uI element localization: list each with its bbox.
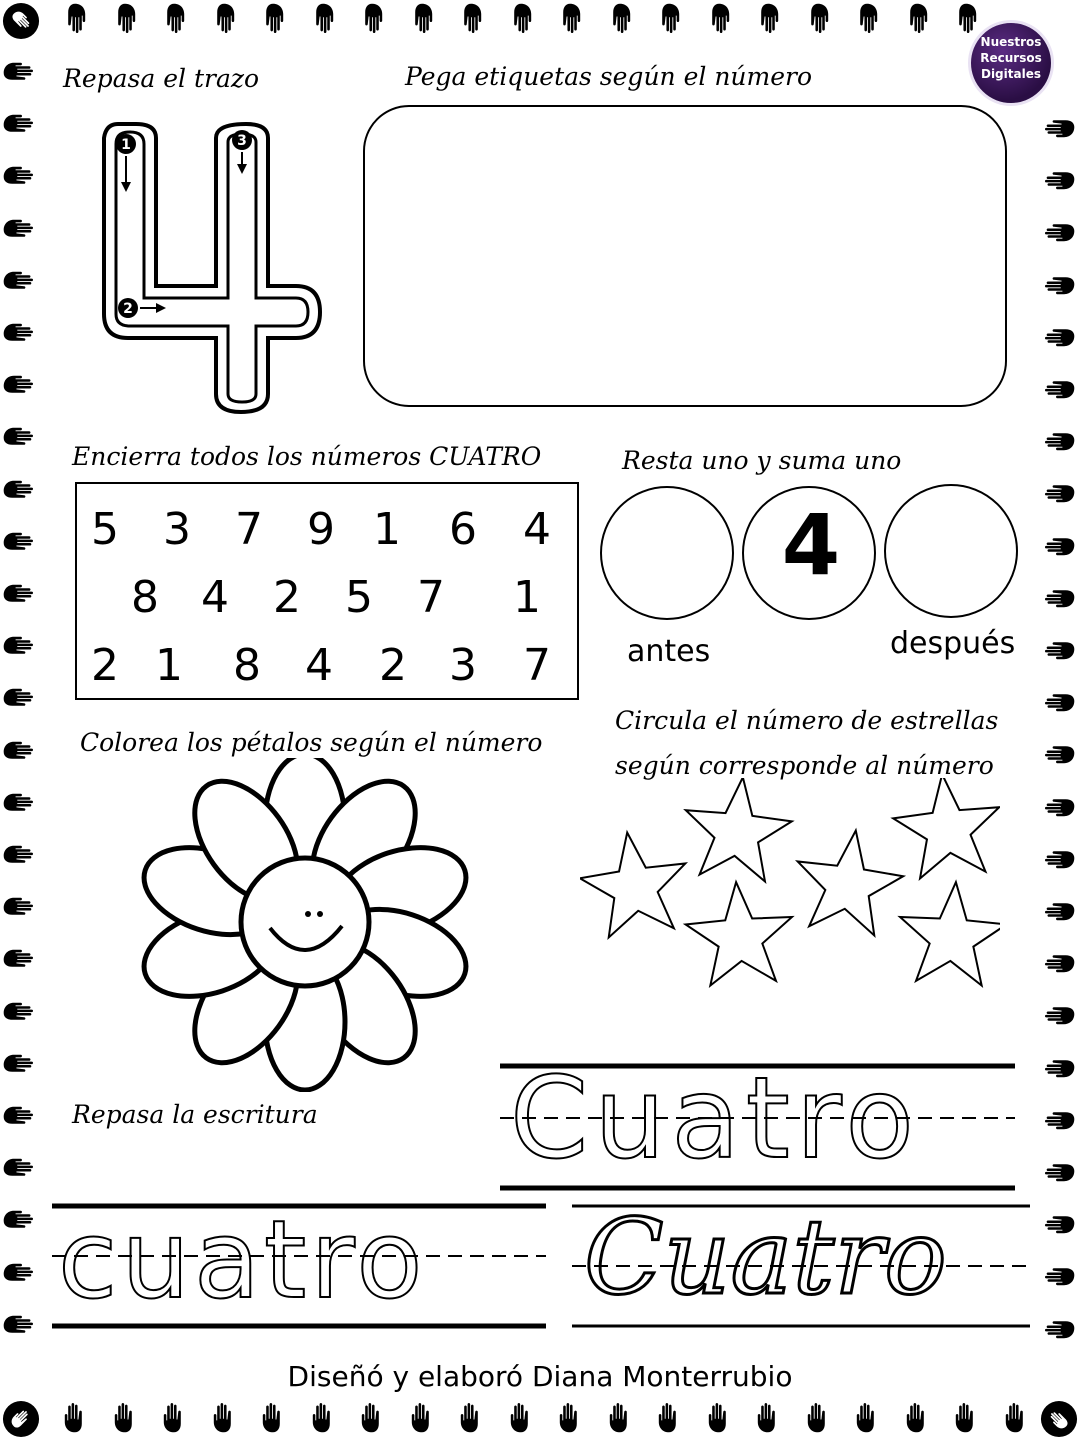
hand-icon [2,421,36,455]
hand-icon [2,1204,36,1238]
grid-number[interactable]: 2 [379,640,407,691]
hand-icon [207,2,241,36]
hand-icon [355,1400,389,1434]
grid-number[interactable]: 5 [91,504,119,555]
paste-labels-title: Pega etiquetas según el número [405,62,813,91]
hand-icon [1042,162,1076,196]
hand-icon [2,1048,36,1082]
hand-icon [1042,893,1076,927]
trace-number-title: Repasa el trazo [63,64,260,93]
grid-number[interactable]: 4 [305,640,333,691]
hand-icon [652,2,686,36]
star[interactable] [889,778,1000,881]
paste-labels-box [363,105,1007,407]
hand-icon [1042,528,1076,562]
grid-number[interactable]: 6 [449,504,477,555]
hand-icon [652,1400,686,1434]
hand-icon [2,265,36,299]
stroke-step-1-label: 1 [121,137,131,153]
trace-writing-title: Repasa la escritura [72,1100,318,1129]
hand-icon [2,1152,36,1186]
hand-icon [454,2,488,36]
hand-icon [207,1400,241,1434]
grid-number[interactable]: 9 [307,504,335,555]
stars-group [580,778,1000,993]
number-grid [75,482,579,700]
hand-icon [2,996,36,1030]
hand-icon [2,1309,36,1343]
hand-icon [2,369,36,403]
grid-number[interactable]: 7 [235,504,263,555]
grid-number[interactable]: 7 [417,572,445,623]
hand-icon [256,1400,290,1434]
hand-icon [2,787,36,821]
hand-icon [405,1400,439,1434]
hand-icon [553,2,587,36]
grid-number[interactable]: 4 [523,504,551,555]
hand-icon [306,2,340,36]
hand-icon [1042,841,1076,875]
hand-icon [900,2,934,36]
hand-icon [1042,736,1076,770]
trace-word-capital: Cuatro [510,1054,920,1184]
hand-icon [2,839,36,873]
corner-hand-icon [2,1400,40,1438]
trace-word-cursive: Cuatro [584,1196,947,1318]
grid-number[interactable]: 7 [523,640,551,691]
grid-number[interactable]: 8 [233,640,261,691]
hand-icon [1042,789,1076,823]
hand-icon [1042,371,1076,405]
star[interactable] [683,878,796,986]
hand-icon [157,1400,191,1434]
stars-title-line-1: Circula el número de estrellas [615,706,999,735]
hand-icon [2,578,36,612]
logo [968,20,1054,106]
center-circle [742,486,876,620]
stroke-step-3-label: 3 [237,133,247,149]
hand-icon [157,2,191,36]
stars-title-line-2: según corresponde al número [615,751,994,780]
hand-icon [1042,1311,1076,1345]
grid-number[interactable]: 5 [345,572,373,623]
hand-icon [2,160,36,194]
logo-line-2: Recursos [980,51,1042,65]
hand-icon [1042,945,1076,979]
hand-icon [603,1400,637,1434]
hand-icon [1042,423,1076,457]
hand-icon [751,1400,785,1434]
hand-icon [108,1400,142,1434]
hand-icon [801,1400,835,1434]
hand-icon [2,108,36,142]
hand-icon [1042,110,1076,144]
hand-icon [1042,319,1076,353]
hand-icon [2,735,36,769]
hand-icon [2,891,36,925]
hand-icon [2,943,36,977]
circle-numbers-title: Encierra todos los números CUATRO [72,442,542,471]
color-petals-title: Colorea los pétalos según el número [80,728,543,757]
after-label: después [890,626,1016,661]
star[interactable] [789,823,909,938]
hand-icon [1042,267,1076,301]
hand-icon [1042,1206,1076,1240]
star[interactable] [580,825,694,940]
corner-hand-icon [2,2,40,40]
footer-credit: Diseñó y elaboró Diana Monterrubio [287,1360,793,1393]
hand-icon [850,2,884,36]
grid-number[interactable]: 2 [273,572,301,623]
grid-number[interactable]: 1 [513,572,541,623]
hand-icon [900,1400,934,1434]
hand-icon [702,2,736,36]
hand-icon [256,2,290,36]
hand-icon [751,2,785,36]
hand-icon [1042,1102,1076,1136]
hand-icon [2,317,36,351]
hand-icon [2,213,36,247]
hand-icon [2,1100,36,1134]
grid-number[interactable]: 4 [201,572,229,623]
hand-icon [603,2,637,36]
hand-icon [58,1400,92,1434]
trace-word-lower: cuatro [58,1198,427,1323]
hand-icon [1042,632,1076,666]
hand-icon [1042,1258,1076,1292]
corner-hand-icon [1040,1400,1078,1438]
hand-icon [850,1400,884,1434]
star[interactable] [679,778,796,884]
hand-icon [454,1400,488,1434]
hand-icon [2,682,36,716]
before-circle [600,486,734,620]
hand-icon [801,2,835,36]
after-circle [884,484,1018,618]
hand-icon [702,1400,736,1434]
hand-icon [2,630,36,664]
hand-icon [949,2,983,36]
hand-icon [553,1400,587,1434]
hand-icon [1042,997,1076,1031]
grid-number[interactable]: 1 [373,504,401,555]
hand-icon [355,2,389,36]
hand-icon [306,1400,340,1434]
hand-icon [1042,1154,1076,1188]
hand-icon [1042,475,1076,509]
hand-icon [1042,1050,1076,1084]
hand-icon [2,1257,36,1291]
hand-icon [2,474,36,508]
hand-icon [58,2,92,36]
grid-number[interactable]: 8 [131,572,159,623]
subtract-add-title: Resta uno y suma uno [622,446,902,475]
hand-icon [999,1400,1033,1434]
hand-icon [405,2,439,36]
hand-icon [504,2,538,36]
star[interactable] [896,878,1000,986]
logo-line-1: Nuestros [980,35,1042,49]
hand-icon [1042,214,1076,248]
hand-icon [108,2,142,36]
grid-number[interactable]: 2 [91,640,119,691]
hand-icon [504,1400,538,1434]
hand-icon [1042,684,1076,718]
hand-icon [949,1400,983,1434]
grid-number[interactable]: 3 [163,504,191,555]
grid-number[interactable]: 1 [155,640,183,691]
hand-icon [2,56,36,90]
hand-icon [2,526,36,560]
stroke-step-2-label: 2 [123,301,133,317]
flower-drawing [140,758,470,1092]
logo-line-3: Digitales [980,67,1041,81]
center-number: 4 [781,496,841,594]
before-label: antes [627,634,711,669]
hand-icon [1042,580,1076,614]
grid-number[interactable]: 3 [449,640,477,691]
big-number-outline [96,114,326,416]
